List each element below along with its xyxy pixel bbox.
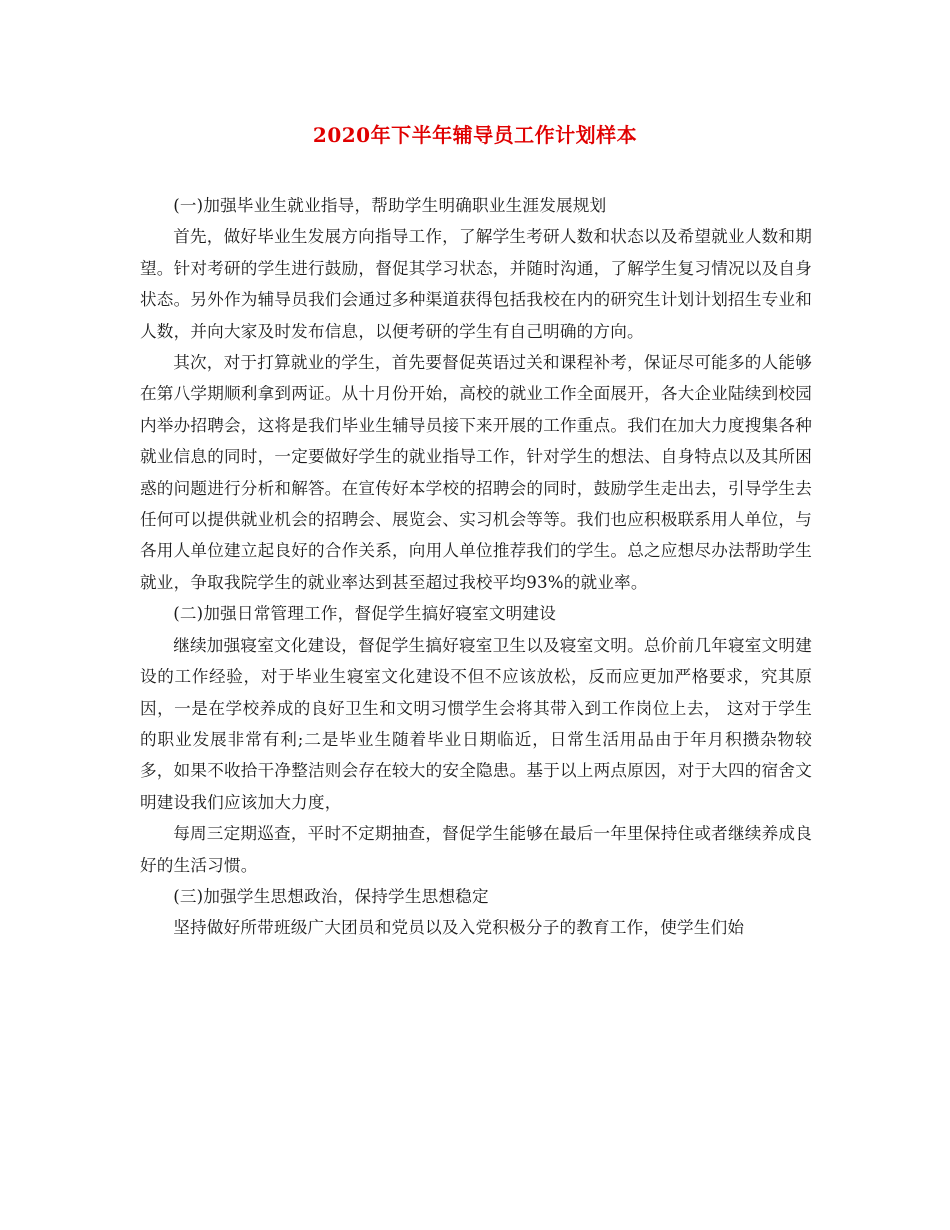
section-heading-employment: (一)加强毕业生就业指导，帮助学生明确职业生涯发展规划 [173,196,607,215]
section-heading-ideology: (三)加强学生思想政治，保持学生思想稳定 [173,886,489,906]
paragraph-dorm-culture: 继续加强寝室文化建设，督促学生搞好寝室卫生以及寝室文明。总价前几年寝室文明建设的工作经验，对于毕业生寝室文化建设不但不应该放松，反而应更加严格要求，究其原因，一是在学校养成的良好卫生和文明习惯学生会将其带入到工作岗位上去， 这对于学生的职业发展非常有利;二是毕业生随着毕业日期临近，日常生活用品由于年月积攒杂物较多，如果不收拾干净整洁则会存在较大的安全隐患。基于以上两点原因，对于大四的宿舍文明建设我们应该加大力度， [140,635,812,812]
section-heading-daily-management: (二)加强日常管理工作，督促学生搞好寝室文明建设 [173,604,556,624]
paragraph-inspection: 每周三定期巡查，平时不定期抽查，督促学生能够在最后一年里保持住或者继续养成良好的生活习惯。 [140,824,812,875]
document-title: 2020年下半年辅导员工作计划样本 [312,123,638,147]
document-body [140,190,812,944]
paragraph-first: 首先，做好毕业生发展方向指导工作，了解学生考研人数和状态以及希望就业人数和期望。针对考研的学生进行鼓励，督促其学习状态，并随时沟通，了解学生复习情况以及自身状态。另外作为辅导员我们会通过多种渠道获得包括我校在内的研究生计划计划招生专业和人数，并向大家及时发布信息，以便考研的学生有自己明确的方向。 [140,227,812,341]
paragraph-ideology: 坚持做好所带班级广大团员和党员以及入党积极分子的教育工作，使学生们始 [173,918,745,938]
paragraph-second: 其次，对于打算就业的学生，首先要督促英语过关和课程补考，保证尽可能多的人能够在第八学期顺利拿到两证。从十月份开始，高校的就业工作全面展开，各大企业陆续到校园内举办招聘会，这将是我们毕业生辅导员接下来开展的工作重点。我们在加大力度搜集各种就业信息的同时，一定要做好学生的就业指导工作，针对学生的想法、自身特点以及其所困惑的问题进行分析和解答。在宣传好本学校的招聘会的同时，鼓励学生走出去，引导学生去任何可以提供就业机会的招聘会、展览会、实习机会等等。我们也应积极联系用人单位，与各用人单位建立起良好的合作关系，向用人单位推荐我们的学生。总之应想尽办法帮助学生就业，争取我院学生的就业率达到甚至超过我校平均93%的就业率。 [140,353,812,592]
